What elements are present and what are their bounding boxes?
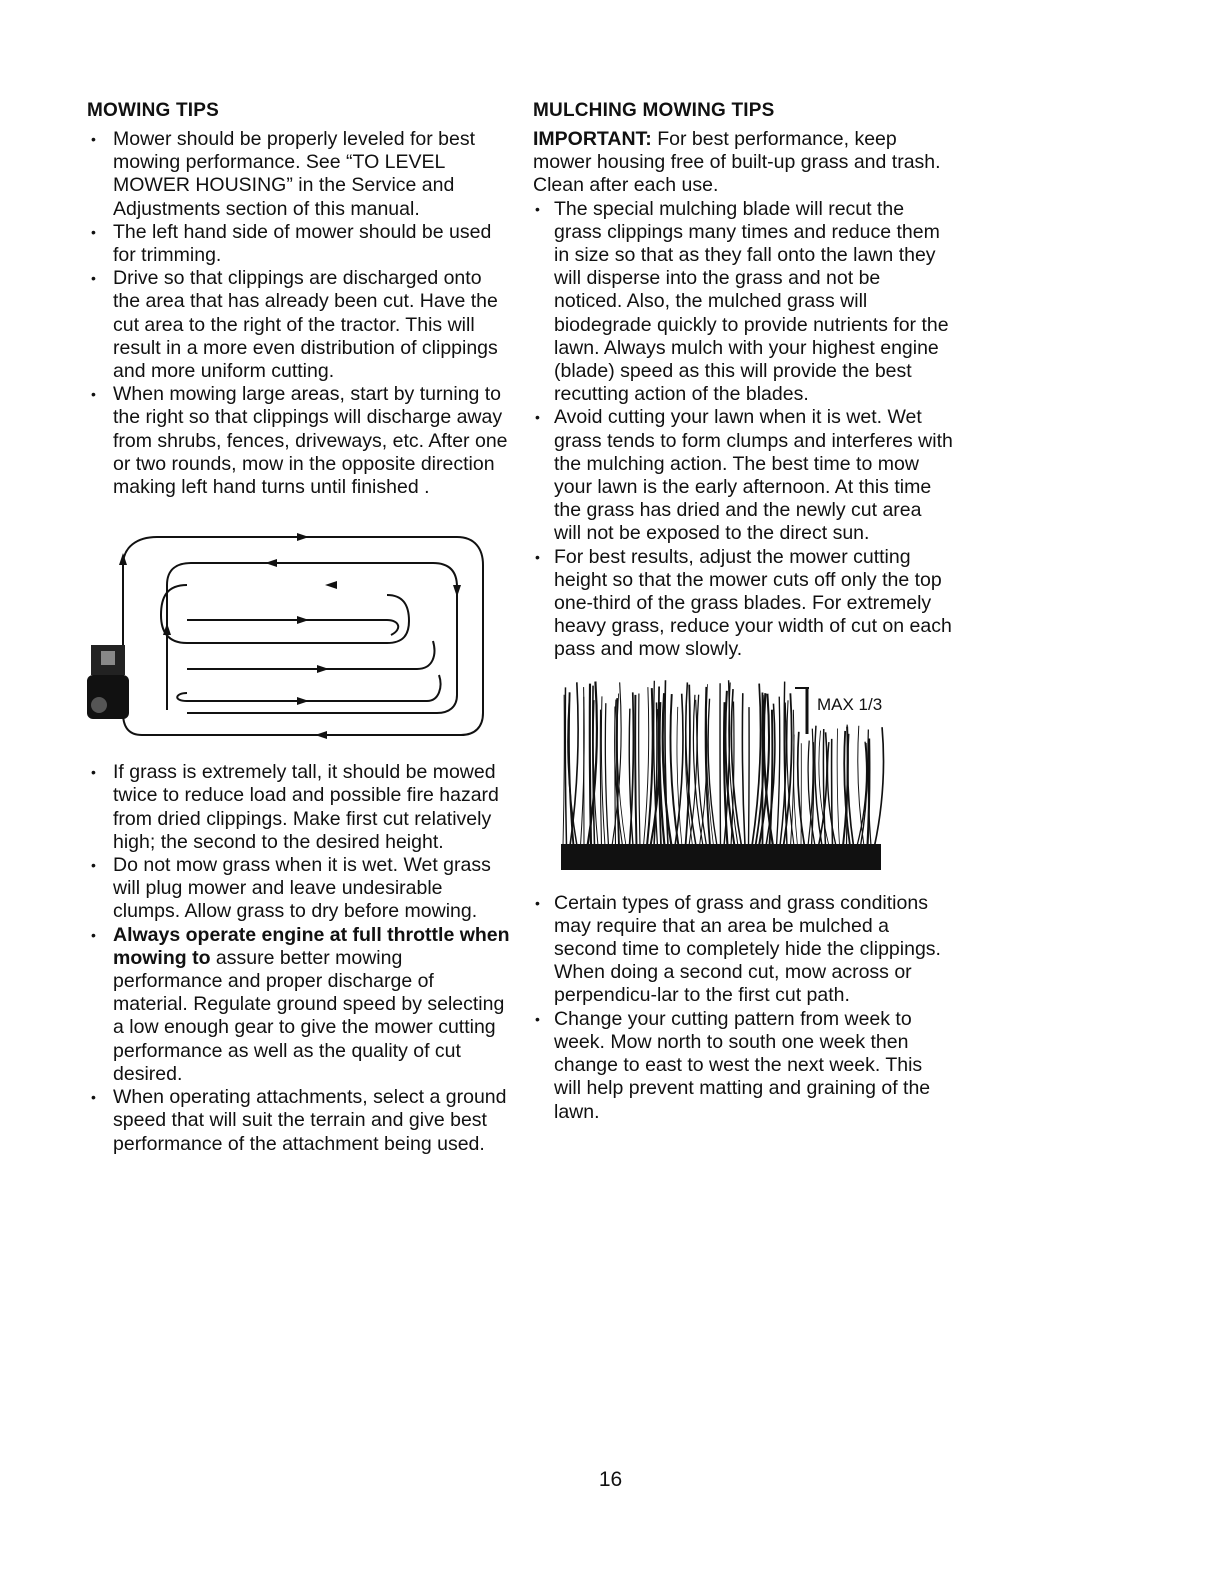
mulching-tips-list-top <box>533 198 953 662</box>
mulching-tips-column <box>533 100 953 1124</box>
list-item: • Avoid cutting your lawn when it is wet. Wet grass tends to form clumps and interferes with the mulching action. The best time to mow your lawn is the early afternoon. At this time the grass has dried and the newly cut area will not be exposed to the direct sun. <box>533 406 953 545</box>
mulching-tips-list-bottom <box>533 892 953 1124</box>
list-item: • If grass is extremely tall, it should be mowed twice to reduce load and possible fire hazard from dried clippings. Make first cut relatively high; the second to the desired height. <box>87 761 512 854</box>
mulching-tips-heading: MULCHING MOWING TIPS <box>533 100 775 121</box>
mowing-pattern-illustration <box>87 525 497 743</box>
list-item: • Certain types of grass and grass conditions may require that an area be mulched a second time to completely hide the clippings. When doing a second cut, mow across or perpendicu-lar to the first cut path. <box>533 892 953 1008</box>
mowing-pattern-diagram <box>87 525 512 743</box>
important-note <box>533 128 953 198</box>
page-number: 16 <box>598 1468 623 1491</box>
list-item: • When operating attachments, select a ground speed that will suit the terrain and give best performance of the attachment being used. <box>87 1086 512 1156</box>
tractor-icon <box>87 645 129 719</box>
list-item: • The special mulching blade will recut the grass clippings many times and reduce them in size so that as they fall onto the lawn they will disperse into the grass and not be noticed. Also, the mulched grass will biodegrade quickly to provide nutrients for the lawn. Always mulch with your highest engine (blade) speed as this will provide the best recutting action of the blades. <box>533 198 953 407</box>
throttle-bold-text: Always operate engine at full throttle when mowing to <box>113 923 510 969</box>
mowing-tips-heading: MOWING TIPS <box>87 100 220 121</box>
max-third-label: MAX 1/3 <box>817 694 883 714</box>
mowing-tips-column <box>87 100 512 1156</box>
list-item: • When mowing large areas, start by turning to the right so that clippings will discharge away from shrubs, fences, driveways, etc. After one or two rounds, mow in the opposite direction making left hand turns until finished . <box>87 383 512 499</box>
mowing-tips-list-top <box>87 128 512 499</box>
grass-icon <box>555 674 955 874</box>
throttle-text: assure better mowing performance and proper discharge of material. Regulate ground speed by selecting a low enough gear to give the mower cutting performance as well as the quality of cut desired. <box>113 946 505 1085</box>
list-item: • The left hand side of mower should be used for trimming. <box>87 221 512 267</box>
important-label: IMPORTANT: <box>533 128 652 150</box>
list-item <box>87 924 512 1086</box>
list-item: • Do not mow grass when it is wet. Wet grass will plug mower and leave undesirable clumps. Allow grass to dry before mowing. <box>87 854 512 924</box>
list-item: • Drive so that clippings are discharged onto the area that has already been cut. Have the cut area to the right of the tractor. This will result in a more even distribution of clippings and more uniform cutting. <box>87 267 512 383</box>
list-item: • Change your cutting pattern from week to week. Mow north to south one week then change to east to west the next week. This will help prevent matting and graining of the lawn. <box>533 1008 953 1124</box>
list-item: • Mower should be properly leveled for best mowing performance. See “TO LEVEL MOWER HOUSING” in the Service and Adjustments section of this manual. <box>87 128 512 221</box>
list-item: • For best results, adjust the mower cutting height so that the mower cuts off only the top one-third of the grass blades. For extremely heavy grass, reduce your width of cut on each pass and mow slowly. <box>533 546 953 662</box>
important-text: For best performance, keep mower housing free of built-up grass and trash. Clean after each use. <box>533 128 941 197</box>
mowing-tips-list-bottom <box>87 761 512 1155</box>
grass-height-illustration <box>555 674 953 874</box>
